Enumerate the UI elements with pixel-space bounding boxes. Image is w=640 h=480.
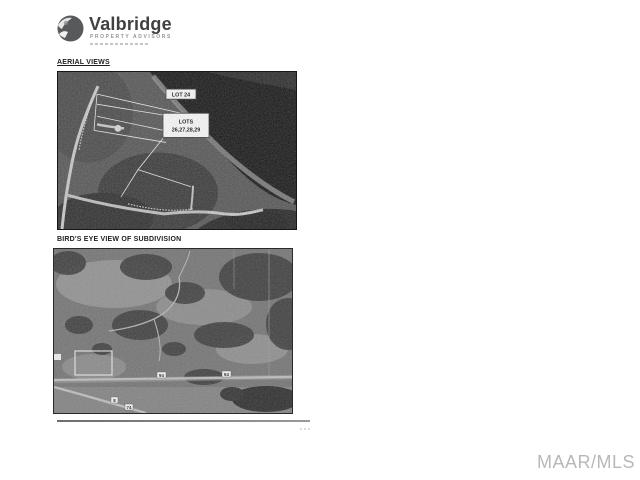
svg-text:26,27,28,29: 26,27,28,29	[171, 127, 201, 134]
svg-text:LOT 24: LOT 24	[171, 92, 191, 99]
svg-text:94: 94	[224, 371, 229, 377]
logo-subtitle-text: PROPERTY ADVISORS	[90, 34, 172, 40]
birds-eye-photo	[53, 248, 293, 414]
mls-watermark: MAAR/MLS	[536, 452, 635, 472]
aerial-photo-lots-image	[58, 72, 296, 229]
svg-text:94: 94	[159, 372, 164, 378]
aerial-photo-lots	[57, 71, 297, 230]
svg-text:74: 74	[126, 404, 132, 410]
heading-birds-eye-view: BIRD'S EYE VIEW OF SUBDIVISION	[57, 236, 182, 243]
footer-divider-line	[57, 420, 310, 422]
valbridge-globe-icon	[57, 15, 84, 42]
logo-tagline-illegible	[90, 43, 148, 45]
valbridge-logo	[57, 13, 257, 53]
faint-page-mark	[300, 428, 311, 430]
svg-text:8: 8	[113, 397, 116, 403]
heading-aerial-views: AERIAL VIEWS	[57, 59, 110, 66]
svg-text:LOTS: LOTS	[178, 119, 194, 126]
birds-eye-photo-image	[54, 249, 292, 413]
logo-brand-text: Valbridge	[89, 14, 172, 34]
